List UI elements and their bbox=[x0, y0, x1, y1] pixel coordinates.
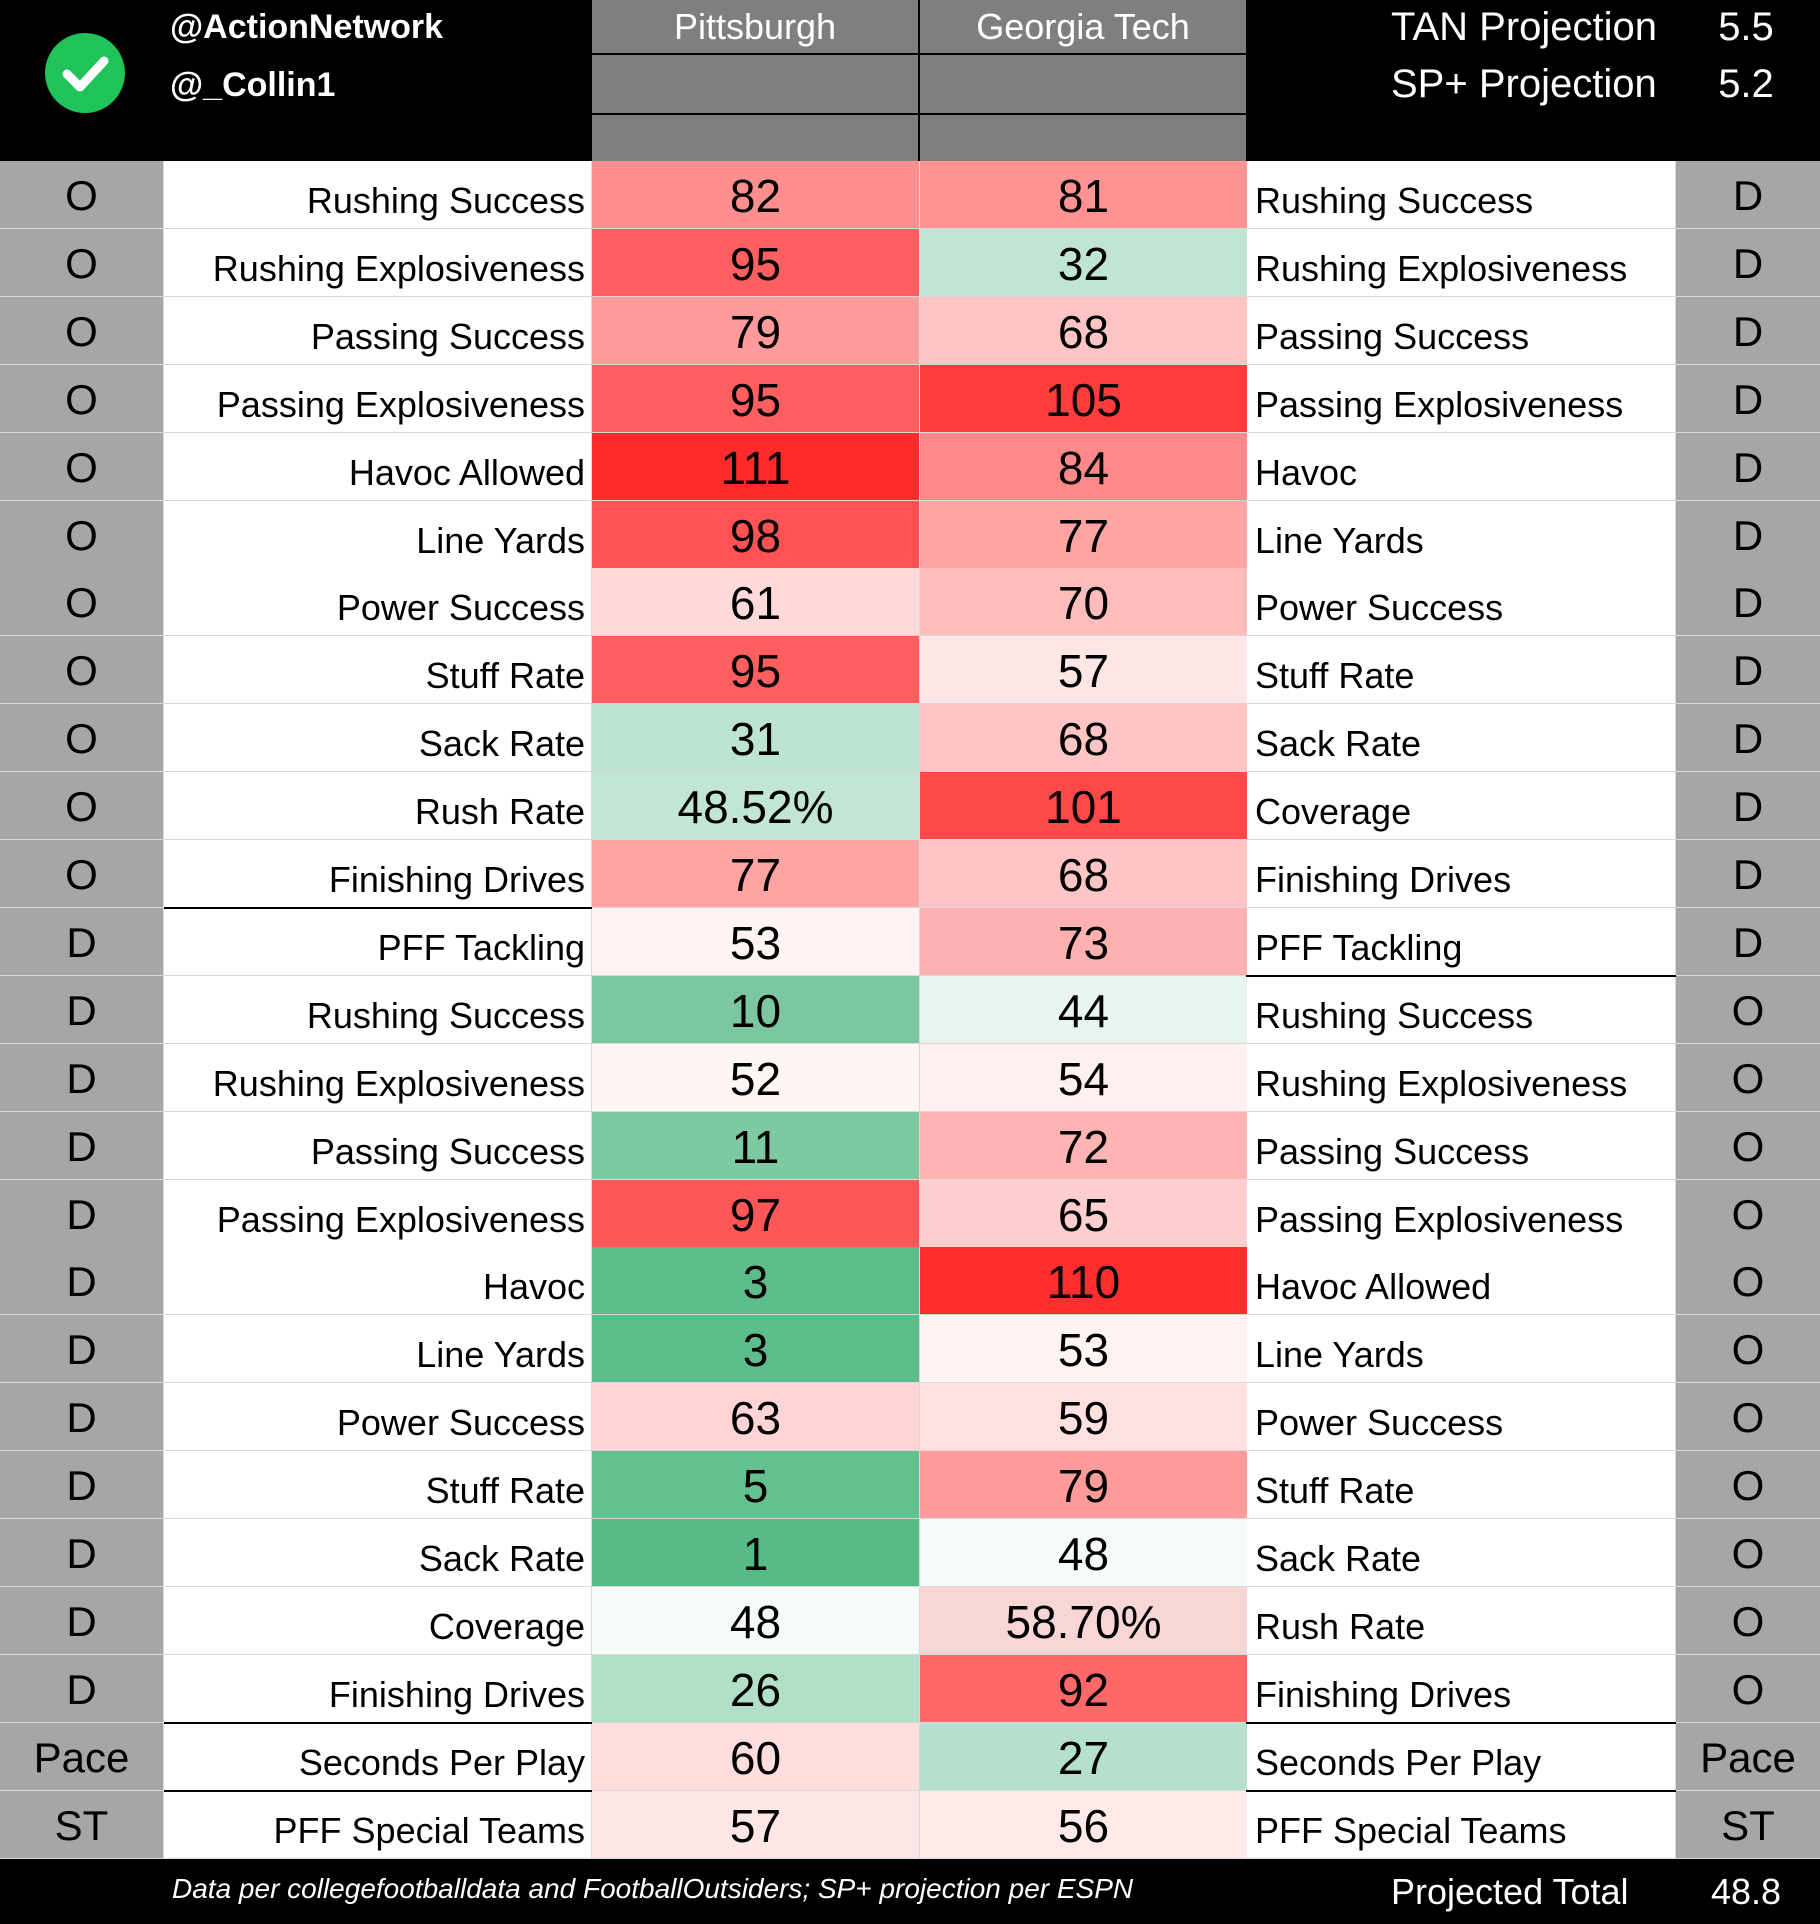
right-side-tag: D bbox=[1676, 908, 1820, 975]
table-row bbox=[0, 840, 1820, 908]
left-side-tag: D bbox=[0, 1180, 163, 1247]
left-stat-label: Sack Rate bbox=[164, 1519, 591, 1586]
right-side-tag: O bbox=[1676, 1519, 1820, 1586]
left-stat-label: Passing Explosiveness bbox=[164, 365, 591, 432]
left-stat-label: Coverage bbox=[164, 1587, 591, 1654]
left-side-tag: ST bbox=[0, 1791, 163, 1858]
left-side-tag: D bbox=[0, 1315, 163, 1382]
table-row bbox=[0, 1723, 1820, 1791]
pittsburgh-rank: 61 bbox=[592, 568, 919, 635]
right-side-tag: D bbox=[1676, 772, 1820, 839]
right-side-tag: O bbox=[1676, 1315, 1820, 1382]
table-row bbox=[0, 365, 1820, 433]
right-side-tag: D bbox=[1676, 297, 1820, 364]
pittsburgh-rank: 98 bbox=[592, 501, 919, 568]
georgia-tech-rank: 105 bbox=[920, 365, 1247, 432]
left-stat-label: PFF Special Teams bbox=[164, 1791, 591, 1858]
right-stat-label: Finishing Drives bbox=[1247, 1655, 1675, 1722]
section-divider bbox=[1246, 1790, 1676, 1792]
georgia-tech-rank: 58.70% bbox=[920, 1587, 1247, 1654]
left-stat-label: Rushing Explosiveness bbox=[164, 229, 591, 296]
right-side-tag: D bbox=[1676, 229, 1820, 296]
left-stat-label: Stuff Rate bbox=[164, 636, 591, 703]
handle-action-network: @ActionNetwork bbox=[170, 8, 444, 46]
table-row bbox=[0, 908, 1820, 976]
left-side-tag: O bbox=[0, 568, 163, 635]
left-stat-label: Sack Rate bbox=[164, 704, 591, 771]
pittsburgh-rank: 10 bbox=[592, 976, 919, 1043]
georgia-tech-rank: 101 bbox=[920, 772, 1247, 839]
table-row bbox=[0, 636, 1820, 704]
table-row bbox=[0, 1044, 1820, 1112]
left-side-tag: D bbox=[0, 976, 163, 1043]
georgia-tech-rank: 70 bbox=[920, 568, 1247, 635]
right-stat-label: Havoc bbox=[1247, 433, 1675, 500]
header-credits bbox=[0, 0, 592, 161]
right-side-tag: D bbox=[1676, 840, 1820, 907]
left-side-tag: O bbox=[0, 161, 163, 228]
table-row bbox=[0, 1383, 1820, 1451]
right-stat-label: Rush Rate bbox=[1247, 1587, 1675, 1654]
left-side-tag: Pace bbox=[0, 1723, 163, 1790]
pittsburgh-rank: 48.52% bbox=[592, 772, 919, 839]
table-row bbox=[0, 772, 1820, 840]
georgia-tech-rank: 110 bbox=[920, 1247, 1247, 1314]
georgia-tech-rank: 68 bbox=[920, 840, 1247, 907]
georgia-tech-rank: 73 bbox=[920, 908, 1247, 975]
left-side-tag: O bbox=[0, 365, 163, 432]
left-stat-label: Seconds Per Play bbox=[164, 1723, 591, 1790]
verified-check-icon bbox=[45, 33, 125, 113]
georgia-tech-rank: 77 bbox=[920, 501, 1247, 568]
right-stat-label: Rushing Explosiveness bbox=[1247, 1044, 1675, 1111]
pittsburgh-rank: 48 bbox=[592, 1587, 919, 1654]
pittsburgh-rank: 57 bbox=[592, 1791, 919, 1858]
left-stat-label: Power Success bbox=[164, 568, 591, 635]
pittsburgh-rank: 111 bbox=[592, 433, 919, 500]
handle-collin: @_Collin1 bbox=[170, 66, 336, 104]
left-stat-label: Stuff Rate bbox=[164, 1451, 591, 1518]
right-side-tag: O bbox=[1676, 1247, 1820, 1314]
left-stat-label: Rush Rate bbox=[164, 772, 591, 839]
pittsburgh-rank: 11 bbox=[592, 1112, 919, 1179]
team-name-left: Pittsburgh bbox=[673, 6, 837, 47]
left-side-tag: O bbox=[0, 433, 163, 500]
left-side-tag: D bbox=[0, 1519, 163, 1586]
right-side-tag: ST bbox=[1676, 1791, 1820, 1858]
left-stat-label: Power Success bbox=[164, 1383, 591, 1450]
pittsburgh-rank: 1 bbox=[592, 1519, 919, 1586]
georgia-tech-rank: 44 bbox=[920, 976, 1247, 1043]
right-stat-label: Sack Rate bbox=[1247, 704, 1675, 771]
right-stat-label: Power Success bbox=[1247, 1383, 1675, 1450]
georgia-tech-rank: 27 bbox=[920, 1723, 1247, 1790]
pittsburgh-rank: 60 bbox=[592, 1723, 919, 1790]
georgia-tech-rank: 48 bbox=[920, 1519, 1247, 1586]
left-side-tag: O bbox=[0, 704, 163, 771]
projected-total-label: Projected Total bbox=[1391, 1871, 1629, 1912]
right-stat-label: Rushing Success bbox=[1247, 161, 1675, 228]
projected-total-value: 48.8 bbox=[1710, 1871, 1782, 1912]
left-stat-label: Rushing Success bbox=[164, 976, 591, 1043]
left-side-tag: O bbox=[0, 840, 163, 907]
left-side-tag: D bbox=[0, 1451, 163, 1518]
georgia-tech-rank: 92 bbox=[920, 1655, 1247, 1722]
data-source-note: Data per collegefootballdata and FootballOutsiders; SP+ projection per ESPN bbox=[172, 1873, 1134, 1904]
right-stat-label: Finishing Drives bbox=[1247, 840, 1675, 907]
table-row bbox=[0, 1655, 1820, 1723]
pittsburgh-rank: 97 bbox=[592, 1180, 919, 1247]
left-stat-label: Line Yards bbox=[164, 501, 591, 568]
right-side-tag: O bbox=[1676, 976, 1820, 1043]
pittsburgh-rank: 26 bbox=[592, 1655, 919, 1722]
right-stat-label: Rushing Success bbox=[1247, 976, 1675, 1043]
table-row bbox=[0, 1451, 1820, 1519]
left-stat-label: PFF Tackling bbox=[164, 908, 591, 975]
table-row bbox=[0, 1315, 1820, 1383]
right-side-tag: O bbox=[1676, 1180, 1820, 1247]
right-stat-label: Havoc Allowed bbox=[1247, 1247, 1675, 1314]
pittsburgh-rank: 79 bbox=[592, 297, 919, 364]
pittsburgh-rank: 3 bbox=[592, 1315, 919, 1382]
left-stat-label: Finishing Drives bbox=[164, 1655, 591, 1722]
right-stat-label: Passing Explosiveness bbox=[1247, 365, 1675, 432]
table-row bbox=[0, 976, 1820, 1044]
pittsburgh-rank: 3 bbox=[592, 1247, 919, 1314]
right-side-tag: O bbox=[1676, 1383, 1820, 1450]
right-side-tag: O bbox=[1676, 1655, 1820, 1722]
right-side-tag: D bbox=[1676, 501, 1820, 568]
section-divider bbox=[1246, 1722, 1676, 1724]
right-side-tag: D bbox=[1676, 161, 1820, 228]
left-side-tag: D bbox=[0, 908, 163, 975]
left-stat-label: Rushing Success bbox=[164, 161, 591, 228]
table-row bbox=[0, 1247, 1820, 1315]
georgia-tech-rank: 81 bbox=[920, 161, 1247, 228]
right-side-tag: D bbox=[1676, 433, 1820, 500]
table-row bbox=[0, 704, 1820, 772]
left-side-tag: D bbox=[0, 1247, 163, 1314]
pittsburgh-rank: 53 bbox=[592, 908, 919, 975]
header-projections bbox=[1246, 0, 1820, 161]
left-side-tag: D bbox=[0, 1655, 163, 1722]
table-row bbox=[0, 1519, 1820, 1587]
georgia-tech-rank: 72 bbox=[920, 1112, 1247, 1179]
section-divider bbox=[1246, 975, 1676, 977]
right-stat-label: PFF Tackling bbox=[1247, 908, 1675, 975]
left-side-tag: O bbox=[0, 501, 163, 568]
georgia-tech-rank: 68 bbox=[920, 297, 1247, 364]
tan-projection-value: 5.5 bbox=[1718, 5, 1774, 49]
table-row bbox=[0, 1180, 1820, 1248]
georgia-tech-rank: 59 bbox=[920, 1383, 1247, 1450]
right-stat-label: Stuff Rate bbox=[1247, 1451, 1675, 1518]
georgia-tech-rank: 54 bbox=[920, 1044, 1247, 1111]
left-stat-label: Line Yards bbox=[164, 1315, 591, 1382]
right-stat-label: Rushing Explosiveness bbox=[1247, 229, 1675, 296]
right-stat-label: Passing Success bbox=[1247, 297, 1675, 364]
pittsburgh-rank: 95 bbox=[592, 229, 919, 296]
georgia-tech-rank: 79 bbox=[920, 1451, 1247, 1518]
tan-projection-label: TAN Projection bbox=[1391, 5, 1658, 49]
georgia-tech-rank: 32 bbox=[920, 229, 1247, 296]
pittsburgh-rank: 5 bbox=[592, 1451, 919, 1518]
right-stat-label: Coverage bbox=[1247, 772, 1675, 839]
left-stat-label: Havoc bbox=[164, 1247, 591, 1314]
pittsburgh-rank: 82 bbox=[592, 161, 919, 228]
right-stat-label: Line Yards bbox=[1247, 1315, 1675, 1382]
pittsburgh-rank: 31 bbox=[592, 704, 919, 771]
table-row bbox=[0, 568, 1820, 636]
table-row bbox=[0, 161, 1820, 229]
pittsburgh-rank: 63 bbox=[592, 1383, 919, 1450]
table-row bbox=[0, 1112, 1820, 1180]
sp-projection-value: 5.2 bbox=[1718, 62, 1774, 106]
left-stat-label: Rushing Explosiveness bbox=[164, 1044, 591, 1111]
table-row bbox=[0, 1587, 1820, 1655]
table-row bbox=[0, 1791, 1820, 1859]
right-stat-label: Line Yards bbox=[1247, 501, 1675, 568]
right-stat-label: PFF Special Teams bbox=[1247, 1791, 1675, 1858]
pittsburgh-rank: 77 bbox=[592, 840, 919, 907]
left-side-tag: O bbox=[0, 297, 163, 364]
right-side-tag: D bbox=[1676, 568, 1820, 635]
left-side-tag: D bbox=[0, 1383, 163, 1450]
left-stat-label: Finishing Drives bbox=[164, 840, 591, 907]
right-stat-label: Stuff Rate bbox=[1247, 636, 1675, 703]
right-stat-label: Power Success bbox=[1247, 568, 1675, 635]
team-header-pittsburgh bbox=[592, 0, 918, 161]
team-header-georgia-tech bbox=[920, 0, 1246, 161]
georgia-tech-rank: 65 bbox=[920, 1180, 1247, 1247]
right-side-tag: O bbox=[1676, 1112, 1820, 1179]
pittsburgh-rank: 95 bbox=[592, 636, 919, 703]
table-row bbox=[0, 229, 1820, 297]
right-stat-label: Seconds Per Play bbox=[1247, 1723, 1675, 1790]
right-stat-label: Sack Rate bbox=[1247, 1519, 1675, 1586]
georgia-tech-rank: 84 bbox=[920, 433, 1247, 500]
table-row bbox=[0, 501, 1820, 569]
sp-projection-label: SP+ Projection bbox=[1391, 62, 1657, 106]
left-side-tag: O bbox=[0, 229, 163, 296]
left-stat-label: Passing Success bbox=[164, 297, 591, 364]
right-stat-label: Passing Explosiveness bbox=[1247, 1180, 1675, 1247]
georgia-tech-rank: 56 bbox=[920, 1791, 1247, 1858]
right-side-tag: Pace bbox=[1676, 1723, 1820, 1790]
right-side-tag: D bbox=[1676, 704, 1820, 771]
left-stat-label: Passing Explosiveness bbox=[164, 1180, 591, 1247]
table-row bbox=[0, 297, 1820, 365]
table-row bbox=[0, 433, 1820, 501]
right-side-tag: D bbox=[1676, 365, 1820, 432]
left-side-tag: D bbox=[0, 1112, 163, 1179]
footer bbox=[0, 1861, 1820, 1924]
left-side-tag: O bbox=[0, 636, 163, 703]
right-side-tag: O bbox=[1676, 1044, 1820, 1111]
georgia-tech-rank: 57 bbox=[920, 636, 1247, 703]
left-stat-label: Passing Success bbox=[164, 1112, 591, 1179]
team-name-right: Georgia Tech bbox=[976, 6, 1190, 47]
left-side-tag: O bbox=[0, 772, 163, 839]
section-divider bbox=[164, 1790, 592, 1792]
right-stat-label: Passing Success bbox=[1247, 1112, 1675, 1179]
left-stat-label: Havoc Allowed bbox=[164, 433, 591, 500]
pittsburgh-rank: 95 bbox=[592, 365, 919, 432]
georgia-tech-rank: 53 bbox=[920, 1315, 1247, 1382]
right-side-tag: O bbox=[1676, 1587, 1820, 1654]
section-divider bbox=[164, 1722, 592, 1724]
pittsburgh-rank: 52 bbox=[592, 1044, 919, 1111]
georgia-tech-rank: 68 bbox=[920, 704, 1247, 771]
right-side-tag: D bbox=[1676, 636, 1820, 703]
left-side-tag: D bbox=[0, 1044, 163, 1111]
right-side-tag: O bbox=[1676, 1451, 1820, 1518]
left-side-tag: D bbox=[0, 1587, 163, 1654]
section-divider bbox=[164, 907, 592, 909]
